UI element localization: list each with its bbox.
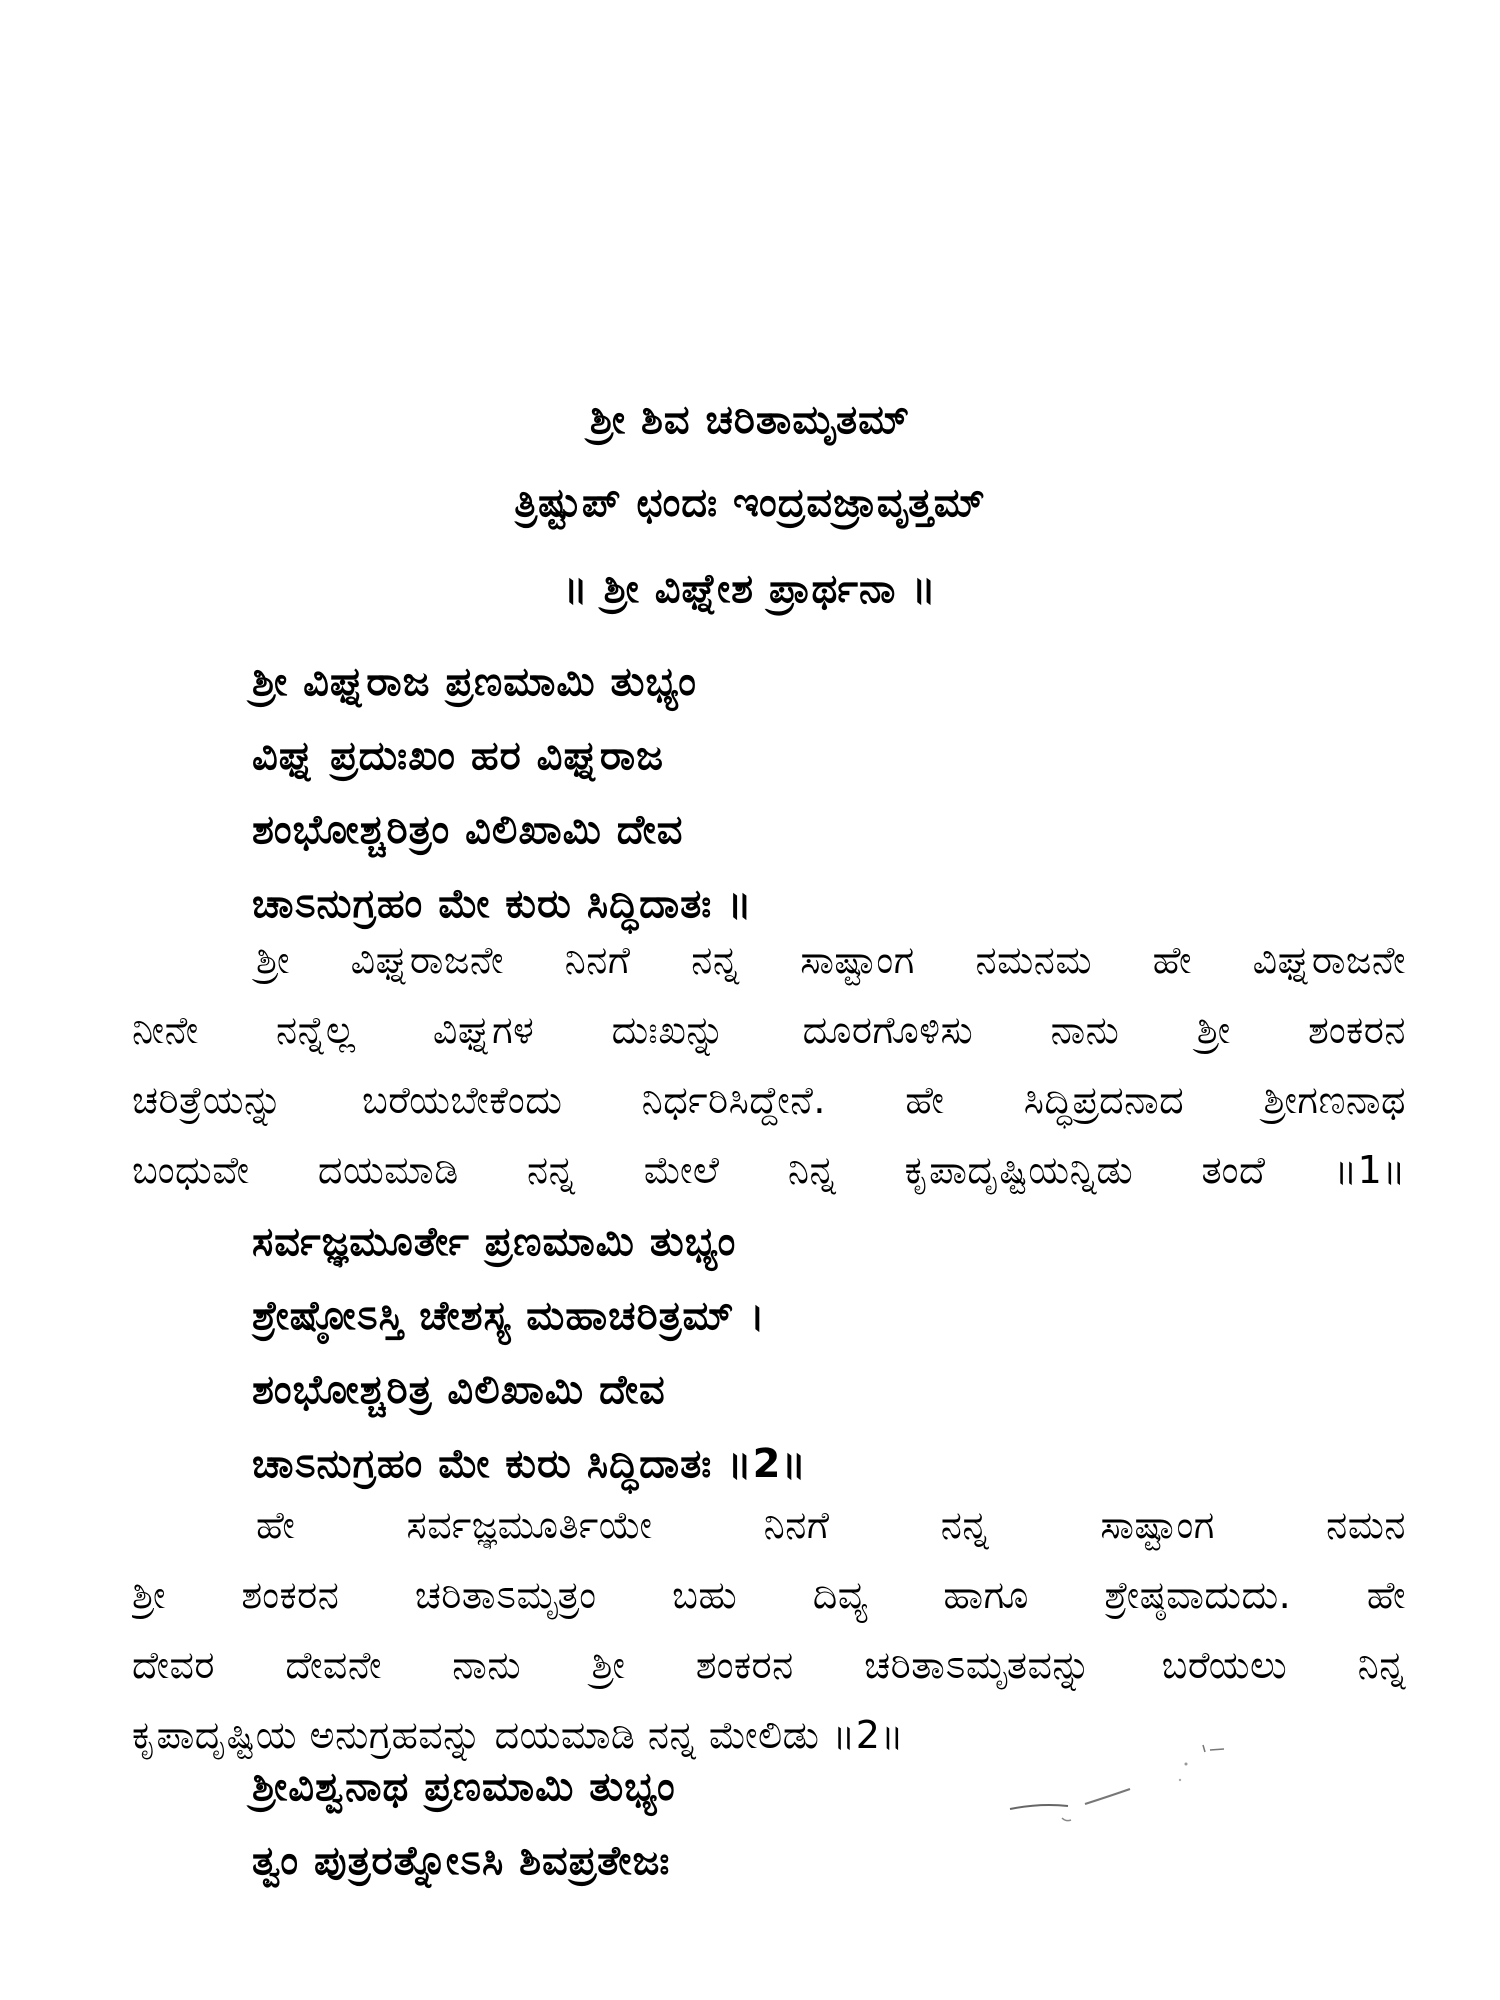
verse-line: ಶಂಭೋಶ್ಚರಿತ್ರ ವಿಲಿಖಾಮಿ ದೇವ: [252, 1367, 666, 1413]
meter-heading: ತ್ರಿಷ್ಟುಪ್ ಛಂದಃ ಇಂದ್ರವಜ್ರಾವೃತ್ತಮ್: [514, 480, 986, 526]
commentary-paragraph-1: [132, 925, 1406, 1205]
document-title: ಶ್ರೀ ಶಿವ ಚರಿತಾಮೃತಮ್: [589, 397, 911, 443]
verse-line: ವಿಘ್ನ ಪ್ರದುಃಖಂ ಹರ ವಿಘ್ನರಾಜ: [252, 733, 665, 779]
verse-line: ಶಂಭೋಶ್ಚರಿತ್ರಂ ವಿಲಿಖಾಮಿ ದೇವ: [252, 807, 684, 853]
verse-line: ಸರ್ವಜ್ಞಮೂರ್ತೇ ಪ್ರಣಮಾಮಿ ತುಭ್ಯಂ: [252, 1219, 737, 1265]
verse-line: ಶ್ರೀವಿಶ್ವನಾಥ ಪ್ರಣಮಾಮಿ ತುಭ್ಯಂ: [252, 1764, 676, 1810]
paragraph-line: ಶ್ರೀ ವಿಘ್ನರಾಜನೇ ನಿನಗೆ ನನ್ನ ಸಾಷ್ಟಾಂಗ ನಮನಮ ಹೇ ವಿಘ್ನರಾಜನೇ: [256, 938, 1406, 982]
verse-1: [252, 645, 1402, 941]
paragraph-line: ಬಂಧುವೇ ದಯಮಾಡಿ ನನ್ನ ಮೇಲೆ ನಿನ್ನ ಕೃಪಾದೃಷ್ಟಿಯನ್ನಿಡು ತಂದೆ ॥1॥: [132, 1148, 1406, 1192]
paragraph-line: ಕೃಪಾದೃಷ್ಟಿಯ ಅನುಗ್ರಹವನ್ನು ದಯಮಾಡಿ ನನ್ನ ಮೇಲಿಡು ॥2॥: [132, 1713, 905, 1757]
paragraph-line: ಚರಿತ್ರೆಯನ್ನು ಬರೆಯಬೇಕೆಂದು ನಿರ್ಧರಿಸಿದ್ದೇನೆ. ಹೇ ಸಿದ್ಧಿಪ್ರದನಾದ ಶ್ರೀಗಣನಾಥ: [132, 1078, 1406, 1122]
paragraph-line: ದೇವರ ದೇವನೇ ನಾನು ಶ್ರೀ ಶಂಕರನ ಚರಿತಾಽಮೃತವನ್ನು ಬರೆಯಲು ನಿನ್ನ: [132, 1643, 1406, 1687]
verse-line: ಚಾಽನುಗ್ರಹಂ ಮೇ ಕುರು ಸಿದ್ಧಿದಾತಃ ॥2॥: [252, 1441, 807, 1487]
verse-2: [252, 1205, 1402, 1501]
verse-3: [252, 1750, 1402, 1898]
paragraph-line: ಶ್ರೀ ಶಂಕರನ ಚರಿತಾಽಮೃತ್ರಂ ಬಹು ದಿವ್ಯ ಹಾಗೂ ಶ್ರೇಷ್ಠವಾದುದು. ಹೇ: [132, 1573, 1406, 1617]
verse-line: ತ್ವಂ ಪುತ್ರರತ್ನೋಽಸಿ ಶಿವಪ್ರತೇಜಃ: [252, 1838, 671, 1884]
section-heading: ॥ ಶ್ರೀ ವಿಘ್ನೇಶ ಪ್ರಾರ್ಥನಾ ॥: [563, 566, 937, 612]
paragraph-line: ಹೇ ಸರ್ವಜ್ಞಮೂರ್ತಿಯೇ ನಿನಗೆ ನನ್ನ ಸಾಷ್ಟಾಂಗ ನಮನ: [256, 1503, 1406, 1547]
verse-line: ಚಾಽನುಗ್ರಹಂ ಮೇ ಕುರು ಸಿದ್ಧಿದಾತಃ ॥: [252, 881, 753, 927]
verse-line: ಶ್ರೇಷ್ಠೋಽಸ್ತಿ ಚೇಶಸ್ಯ ಮಹಾಚರಿತ್ರಮ್ ।: [252, 1293, 766, 1339]
commentary-paragraph-2: [132, 1490, 1406, 1770]
paragraph-line: ನೀನೇ ನನ್ನೆಲ್ಲ ವಿಘ್ನಗಳ ದುಃಖನ್ನು ದೂರಗೊಳಿಸು ನಾನು ಶ್ರೀ ಶಂಕರನ: [132, 1008, 1406, 1052]
verse-line: ಶ್ರೀ ವಿಘ್ನರಾಜ ಪ್ರಣಮಾಮಿ ತುಭ್ಯಂ: [252, 659, 698, 705]
